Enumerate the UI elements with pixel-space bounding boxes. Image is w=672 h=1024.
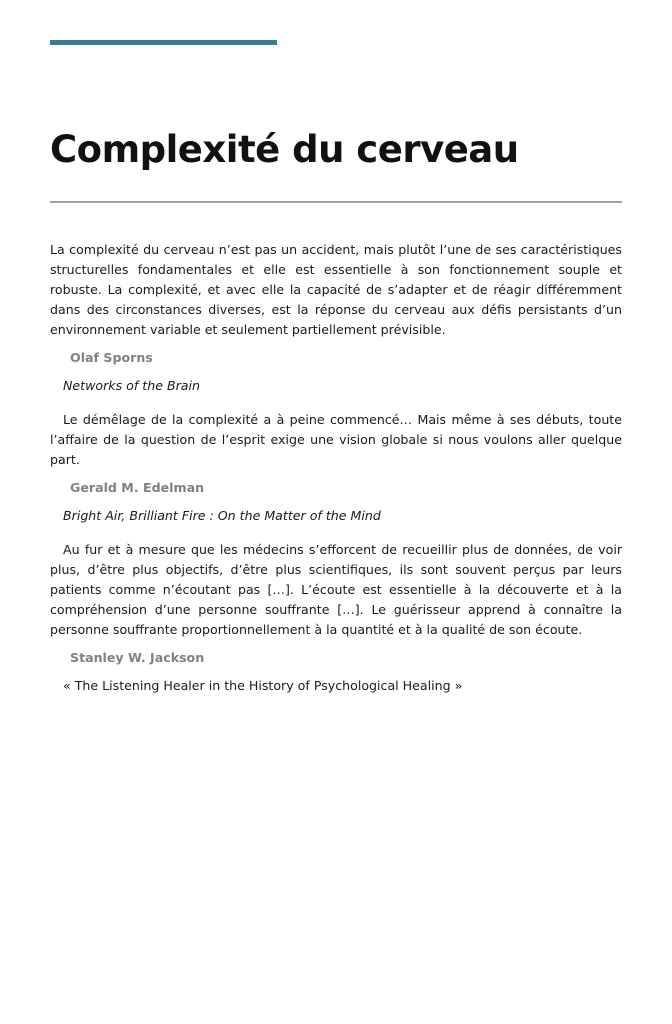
epigraph-source: Bright Air, Brilliant Fire : On the Matter of the Mind — [63, 508, 381, 523]
epigraph-author: Stanley W. Jackson — [70, 650, 205, 665]
epigraph-source: Networks of the Brain — [63, 378, 200, 393]
epigraph-author: Olaf Sporns — [70, 350, 153, 365]
epigraph-author: Gerald M. Edelman — [70, 480, 205, 495]
epigraphs — [50, 240, 622, 696]
epigraph-3 — [50, 540, 622, 696]
accent-bar — [50, 40, 277, 45]
epigraph-source: « The Listening Healer in the History of Psychological Healing » — [63, 678, 463, 693]
epigraph-quote: La complexité du cerveau n’est pas un accident, mais plutôt l’une de ses caractéristiques structurelles fondamentales et elle est essentielle à son fonctionnement souple et robuste. La complexité, et avec elle la capacité de s’adapter et de réagir différemment dans des circonstances diverses, est la réponse du cerveau aux défis persistants d’un environnement variable et seulement partiellement prévisible. — [50, 242, 622, 337]
epigraph-quote: Le démêlage de la complexité a à peine commencé… Mais même à ses débuts, toute l’affaire de la question de l’esprit exige une vision globale si nous voulons aller quelque part. — [50, 412, 622, 467]
title-divider — [50, 201, 622, 203]
chapter-title: Complexité du cerveau — [50, 128, 519, 171]
epigraph-1 — [50, 240, 622, 396]
epigraph-quote: Au fur et à mesure que les médecins s’efforcent de recueillir plus de données, de voir plus, d’être plus objectifs, d’être plus scientifiques, ils sont souvent perçus par leurs patients comme n’écoutant pas […]. L’écoute est essentielle à la découverte et à la compréhension d’une personne souffrante […]. Le guérisseur apprend à connaître la personne souffrante proportionnellement à la quantité et à la qualité de son écoute. — [50, 542, 622, 637]
epigraph-2 — [50, 410, 622, 526]
